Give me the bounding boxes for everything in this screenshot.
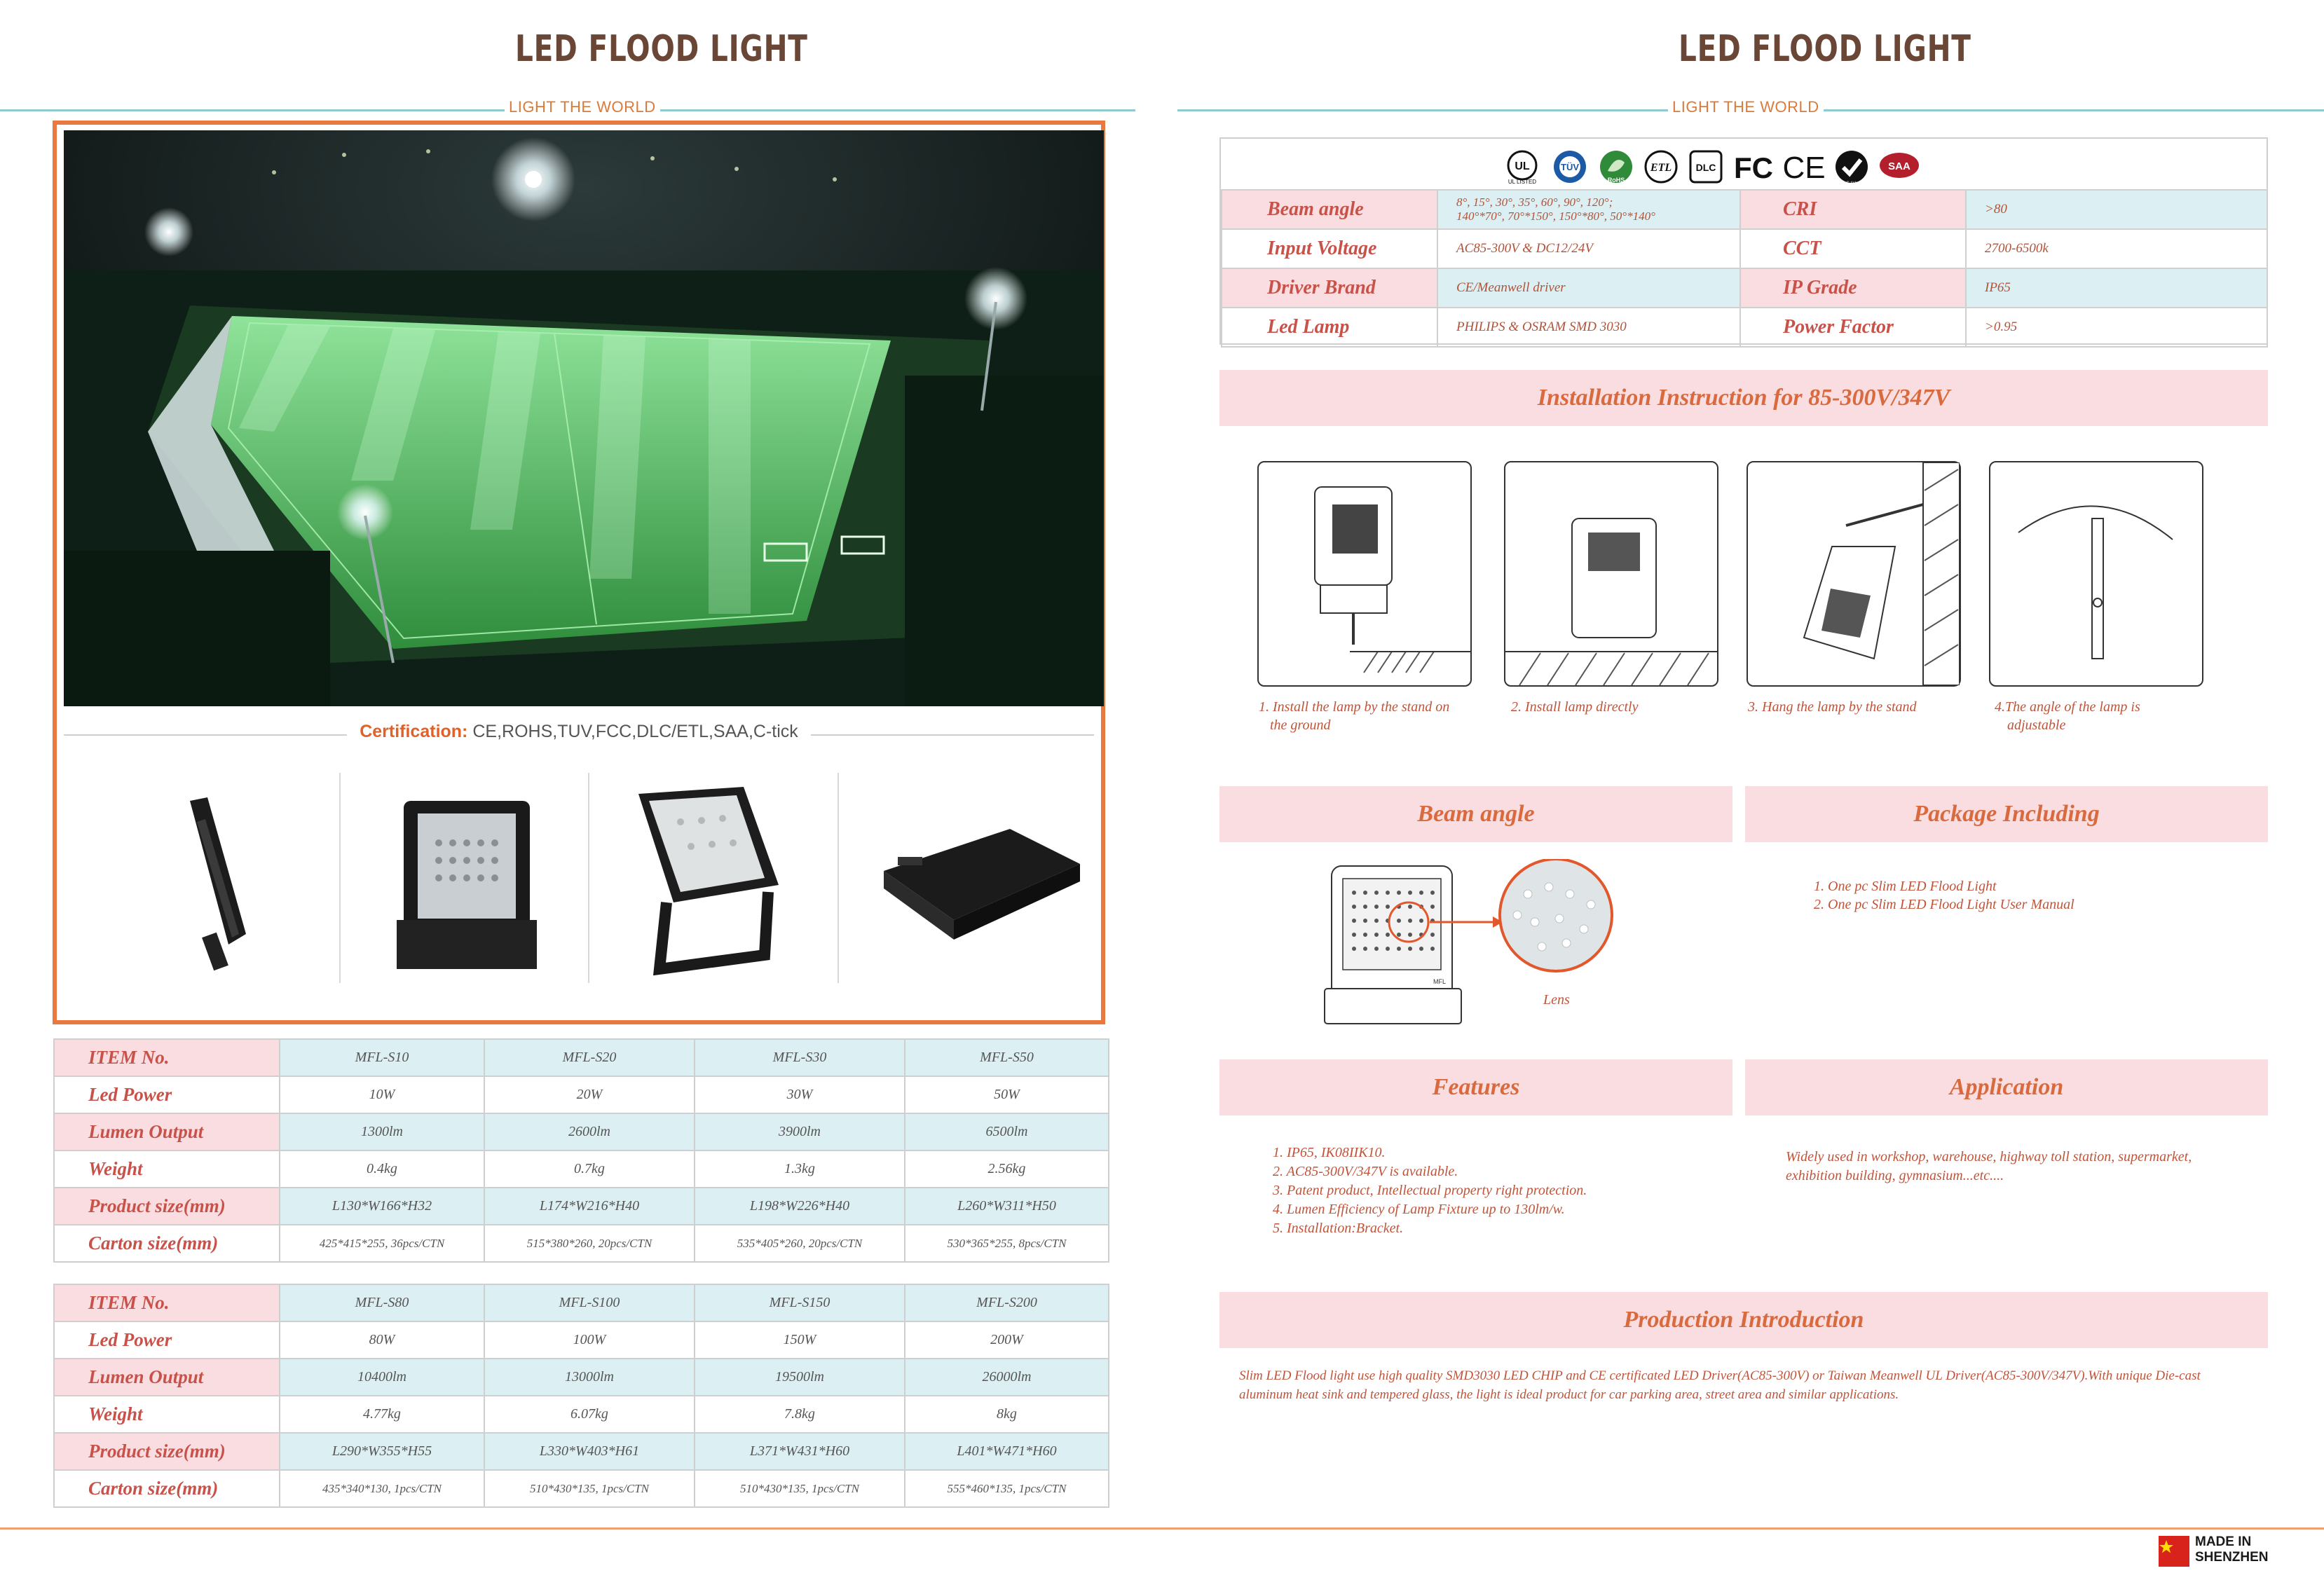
application-title: Application (1745, 1059, 2268, 1115)
table-row (1222, 268, 2267, 308)
install-step-2-caption (1511, 698, 1721, 716)
etl-logo (1641, 149, 1681, 185)
install-step-4-caption (1995, 698, 2205, 734)
table-cell: 3900lm (695, 1113, 905, 1150)
ul-caption: UL LISTED (1508, 179, 1537, 185)
application-line: exhibition building, gymnasium...etc.... (1786, 1168, 2004, 1183)
table-cell: L401*W471*H60 (905, 1433, 1109, 1470)
table-cell: MFL-S80 (280, 1284, 484, 1321)
table-cell: L260*W311*H50 (905, 1188, 1109, 1225)
table-cell: L371*W431*H60 (695, 1433, 905, 1470)
table-cell: L130*W166*H32 (280, 1188, 484, 1225)
table-cell: 200W (905, 1321, 1109, 1359)
package-title: Package Including (1745, 786, 2268, 842)
table-cell: L330*W403*H61 (484, 1433, 695, 1470)
list-item: 5. Installation:Bracket. (1273, 1221, 1404, 1236)
beam-angle-diagram (1318, 859, 1640, 1041)
thumbnail-divider (339, 773, 341, 983)
product-side-view (169, 794, 267, 976)
spec-label: Power Factor (1740, 308, 1966, 347)
install-step-4-diagram (1989, 461, 2203, 687)
list-item: 2. AC85-300V/347V is available. (1273, 1164, 1458, 1179)
table-cell: 2.56kg (905, 1150, 1109, 1188)
table-cell: 6500lm (905, 1113, 1109, 1150)
table-cell: 100W (484, 1321, 695, 1359)
table-cell: 530*365*255, 8pcs/CTN (905, 1225, 1109, 1262)
table-row (54, 1284, 1109, 1321)
package-list (1814, 877, 2248, 914)
svg-text:UL: UL (1515, 160, 1530, 172)
table-cell: 150W (695, 1321, 905, 1359)
row-label: Carton size(mm) (54, 1470, 280, 1507)
spec-value (1437, 190, 1740, 229)
row-label: ITEM No. (54, 1284, 280, 1321)
table-cell: MFL-S10 (280, 1039, 484, 1076)
row-label: Product size(mm) (54, 1433, 280, 1470)
row-label: Led Power (54, 1321, 280, 1359)
fcc-text: FC (1734, 151, 1773, 184)
table-row (54, 1396, 1109, 1433)
saa-logo (1877, 149, 1922, 185)
ul-listed-logo (1501, 149, 1543, 185)
table-cell: MFL-S50 (905, 1039, 1109, 1076)
table-cell: L174*W216*H40 (484, 1188, 695, 1225)
install-angle-illustration (1990, 462, 2202, 685)
table-row (54, 1113, 1109, 1150)
caption-line: the ground (1270, 717, 1331, 733)
production-text (1239, 1366, 2262, 1404)
install-step-1-caption (1259, 698, 1469, 734)
left-page-title: LED FLOOD LIGHT (515, 28, 808, 70)
spec-label: Driver Brand (1222, 268, 1437, 308)
table-row (54, 1359, 1109, 1396)
table-cell: 555*460*135, 1pcs/CTN (905, 1470, 1109, 1507)
right-page-title: LED FLOOD LIGHT (1679, 28, 1971, 70)
spec-label: CCT (1740, 229, 1966, 268)
left-subtitle: LIGHT THE WORLD (505, 98, 660, 116)
table-cell: L290*W355*H55 (280, 1433, 484, 1470)
dlc-text: DLC (1695, 162, 1716, 173)
row-label: Led Power (54, 1076, 280, 1113)
spec-value-line: 140°*70°, 70°*150°, 150°*80°, 50°*140° (1456, 209, 1655, 223)
table-cell: MFL-S200 (905, 1284, 1109, 1321)
certification-line (57, 722, 1101, 742)
table-row (54, 1433, 1109, 1470)
table-cell: MFL-S150 (695, 1284, 905, 1321)
spec-label: Led Lamp (1222, 308, 1437, 347)
application-text (1786, 1148, 2262, 1186)
spec-summary-box (1219, 137, 2268, 345)
table-cell: 8kg (905, 1396, 1109, 1433)
table-cell: MFL-S20 (484, 1039, 695, 1076)
stadium-illustration (64, 130, 1104, 706)
fixture-tag: MFL (1433, 978, 1446, 985)
table-cell: 19500lm (695, 1359, 905, 1396)
product-bracket-view (624, 780, 793, 983)
table-row (54, 1188, 1109, 1225)
table-cell: 0.4kg (280, 1150, 484, 1188)
table-row (54, 1039, 1109, 1076)
table-cell: 80W (280, 1321, 484, 1359)
table-cell: 26000lm (905, 1359, 1109, 1396)
installation-title: Installation Instruction for 85-300V/347V (1219, 370, 2268, 426)
row-label: Lumen Output (54, 1359, 280, 1396)
tuv-text: TÜV (1561, 162, 1579, 172)
install-direct-illustration (1505, 462, 1717, 685)
table-cell: 30W (695, 1076, 905, 1113)
footer-rule (0, 1527, 2324, 1530)
ce-text: CE (1782, 151, 1826, 185)
right-subtitle: LIGHT THE WORLD (1668, 98, 1824, 116)
spec-label: IP Grade (1740, 268, 1966, 308)
table-cell: 0.7kg (484, 1150, 695, 1188)
table-cell: 10400lm (280, 1359, 484, 1396)
rohs-text: RoHS (1607, 177, 1625, 184)
table-cell: MFL-S30 (695, 1039, 905, 1076)
thumbnail-divider (588, 773, 589, 983)
table-row (54, 1470, 1109, 1507)
thumbnail-divider (838, 773, 839, 983)
beam-angle-title: Beam angle (1219, 786, 1732, 842)
product-thumbnails (64, 773, 1104, 990)
row-label: Product size(mm) (54, 1188, 280, 1225)
table-cell: 50W (905, 1076, 1109, 1113)
fcc-logo (1731, 149, 1776, 185)
spec-value-line: 8°, 15°, 30°, 35°, 60°, 90°, 120°; (1456, 195, 1613, 209)
made-in-shenzhen-badge (2159, 1534, 2278, 1568)
table-row (1222, 308, 2267, 347)
hero-panel (53, 121, 1105, 1024)
certification-label: Certification: (360, 722, 468, 741)
spec-value: >0.95 (1966, 308, 2267, 347)
production-line: Slim LED Flood light use high quality SMD3030 LED CHIP and CE certificated LED Driver(AC85-300V) or Taiwan Meanwell UL Driver(AC85-300V/347V).With unique Die-cast (1239, 1368, 2201, 1383)
table-row (54, 1150, 1109, 1188)
table-row (54, 1321, 1109, 1359)
product-front-view (390, 794, 544, 983)
dlc-logo (1686, 149, 1725, 185)
table-cell: 535*405*260, 20pcs/CTN (695, 1225, 905, 1262)
install-ground-illustration (1259, 462, 1470, 685)
c-tick-logo (1832, 149, 1871, 185)
table-cell: 435*340*130, 1pcs/CTN (280, 1470, 484, 1507)
table-cell: 10W (280, 1076, 484, 1113)
table-cell: 20W (484, 1076, 695, 1113)
application-line: Widely used in workshop, warehouse, highway toll station, supermarket, (1786, 1149, 2192, 1165)
spec-value: PHILIPS & OSRAM SMD 3030 (1437, 308, 1740, 347)
spec-value: >80 (1966, 190, 2267, 229)
c-tick-text: C-tick (1846, 181, 1857, 185)
badge-line: SHENZHEN (2195, 1550, 2269, 1565)
ce-logo (1782, 149, 1826, 185)
certification-value: CE,ROHS,TUV,FCC,DLC/ETL,SAA,C-tick (472, 722, 798, 741)
product-back-view (870, 815, 1094, 955)
install-step-2-diagram (1504, 461, 1718, 687)
caption-line: 3. Hang the lamp by the stand (1748, 699, 1917, 715)
spec-value: 2700-6500k (1966, 229, 2267, 268)
spec-value: AC85-300V & DC12/24V (1437, 229, 1740, 268)
install-step-1-diagram (1257, 461, 1472, 687)
table-cell: 4.77kg (280, 1396, 484, 1433)
tuv-logo (1550, 149, 1590, 185)
caption-line: 4.The angle of the lamp is (1995, 699, 2140, 715)
saa-text: SAA (1888, 160, 1911, 172)
spec-label: CRI (1740, 190, 1966, 229)
spec-summary-table (1221, 189, 2268, 348)
table-cell: MFL-S100 (484, 1284, 695, 1321)
rohs-logo (1597, 149, 1636, 185)
lens-label: Lens (1543, 992, 1570, 1008)
list-item: 4. Lumen Efficiency of Lamp Fixture up to 130lm/w. (1273, 1202, 1565, 1217)
table-cell: 1300lm (280, 1113, 484, 1150)
etl-text: ETL (1650, 162, 1672, 174)
table-cell: 1.3kg (695, 1150, 905, 1188)
spec-table-1 (53, 1038, 1109, 1263)
spec-value: IP65 (1966, 268, 2267, 308)
caption-line: adjustable (2007, 717, 2066, 733)
features-title: Features (1219, 1059, 1732, 1115)
production-line: aluminum heat sink and tempered glass, the light is ideal product for car parking area, street area and similar applications. (1239, 1387, 1899, 1402)
caption-line: 1. Install the lamp by the stand on (1259, 699, 1450, 715)
row-label: Carton size(mm) (54, 1225, 280, 1262)
list-item: 1. One pc Slim LED Flood Light (1814, 879, 1997, 894)
install-step-3-diagram (1747, 461, 1961, 687)
table-row (54, 1225, 1109, 1262)
china-flag-icon (2159, 1536, 2189, 1567)
table-cell: 7.8kg (695, 1396, 905, 1433)
features-list (1273, 1143, 1721, 1238)
row-label: Weight (54, 1396, 280, 1433)
list-item: 2. One pc Slim LED Flood Light User Manual (1814, 897, 2074, 912)
row-label: Weight (54, 1150, 280, 1188)
table-cell: 2600lm (484, 1113, 695, 1150)
table-cell: L198*W226*H40 (695, 1188, 905, 1225)
badge-line: MADE IN (2195, 1534, 2252, 1549)
caption-line: 2. Install lamp directly (1511, 699, 1639, 715)
table-row (1222, 229, 2267, 268)
install-step-3-caption (1748, 698, 1958, 716)
spec-label: Beam angle (1222, 190, 1437, 229)
table-cell: 13000lm (484, 1359, 695, 1396)
table-cell: 515*380*260, 20pcs/CTN (484, 1225, 695, 1262)
production-title: Production Introduction (1219, 1292, 2268, 1348)
table-row (1222, 190, 2267, 229)
table-cell: 6.07kg (484, 1396, 695, 1433)
table-cell: 510*430*135, 1pcs/CTN (484, 1470, 695, 1507)
spec-table-2 (53, 1284, 1109, 1508)
spec-label: Input Voltage (1222, 229, 1437, 268)
install-hang-illustration (1748, 462, 1960, 685)
stadium-photo (64, 130, 1104, 706)
table-cell: 425*415*255, 36pcs/CTN (280, 1225, 484, 1262)
spec-value: CE/Meanwell driver (1437, 268, 1740, 308)
table-row (54, 1076, 1109, 1113)
list-item: 1. IP65, IK08IIK10. (1273, 1145, 1386, 1160)
row-label: ITEM No. (54, 1039, 280, 1076)
table-cell: 510*430*135, 1pcs/CTN (695, 1470, 905, 1507)
list-item: 3. Patent product, Intellectual property right protection. (1273, 1183, 1587, 1198)
row-label: Lumen Output (54, 1113, 280, 1150)
